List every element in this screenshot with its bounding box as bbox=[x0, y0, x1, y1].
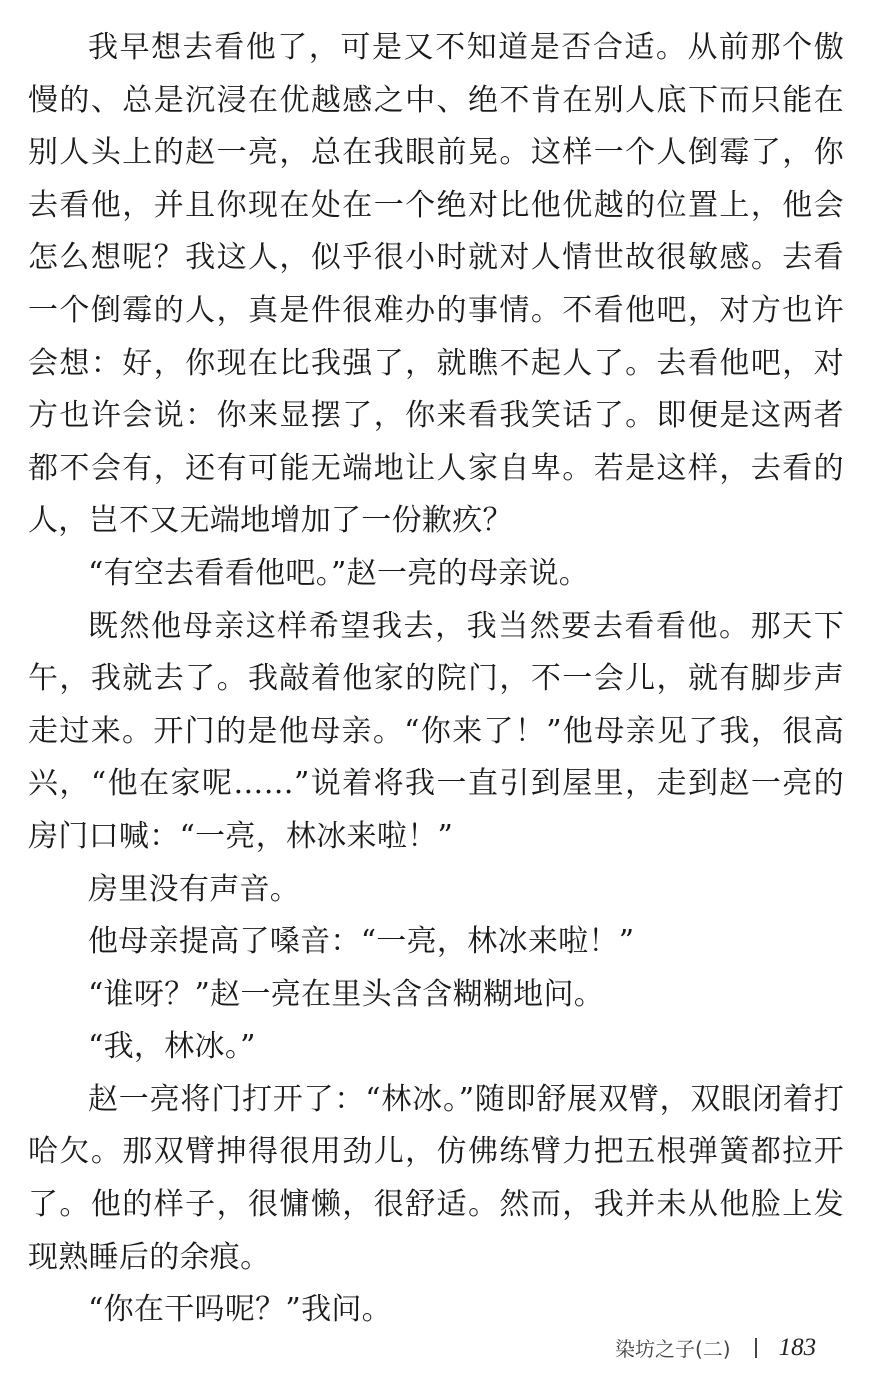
paragraph: “我，林冰。” bbox=[88, 1029, 256, 1065]
paragraph: 房里没有声音。 bbox=[88, 871, 301, 907]
page-number: 183 bbox=[778, 1333, 817, 1361]
paragraph: “你在干吗呢？”我问。 bbox=[88, 1292, 392, 1328]
page-footer bbox=[615, 1333, 816, 1362]
page-body bbox=[28, 22, 844, 1337]
footer-divider bbox=[755, 1338, 757, 1358]
paragraph: 他母亲提高了嗓音：“一亮，林冰来啦！” bbox=[88, 924, 635, 960]
paragraph: “谁呀？”赵一亮在里头含含糊糊地问。 bbox=[88, 976, 605, 1012]
paragraph: 赵一亮将门打开了：“林冰。”随即舒展双臂，双眼闭着打哈欠。那双臂抻得很用劲儿，仿佛练臂力把五根弹簧都拉开了。他的样子，很慵懒，很舒适。然而，我并未从他脸上发现熟睡后的余痕。 bbox=[28, 1081, 844, 1275]
running-title: 染坊之子(二) bbox=[615, 1337, 731, 1361]
paragraph: 我早想去看他了，可是又不知道是否合适。从前那个傲慢的、总是沉浸在优越感之中、绝不肯在别人底下而只能在别人头上的赵一亮，总在我眼前晃。这样一个人倒霉了，你去看他，并且你现在处在一个绝对比他优越的位置上，他会怎么想呢？我这人，似乎很小时就对人情世故很敏感。去看一个倒霉的人，真是件很难办的事情。不看他吧，对方也许会想：好，你现在比我强了，就瞧不起人了。去看他吧，对方也许会说：你来显摆了，你来看我笑话了。即便是这两者都不会有，还有可能无端地让人家自卑。若是这样，去看的人，岂不又无端地增加了一份歉疚？ bbox=[28, 30, 844, 539]
paragraph: 既然他母亲这样希望我去，我当然要去看看他。那天下午，我就去了。我敲着他家的院门，不一会儿，就有脚步声走过来。开门的是他母亲。“你来了！”他母亲见了我，很高兴，“他在家呢……”说着将我一直引到屋里，走到赵一亮的房门口喊：“一亮，林冰来啦！” bbox=[28, 608, 844, 854]
paragraph: “有空去看看他吧。”赵一亮的母亲说。 bbox=[88, 555, 590, 591]
